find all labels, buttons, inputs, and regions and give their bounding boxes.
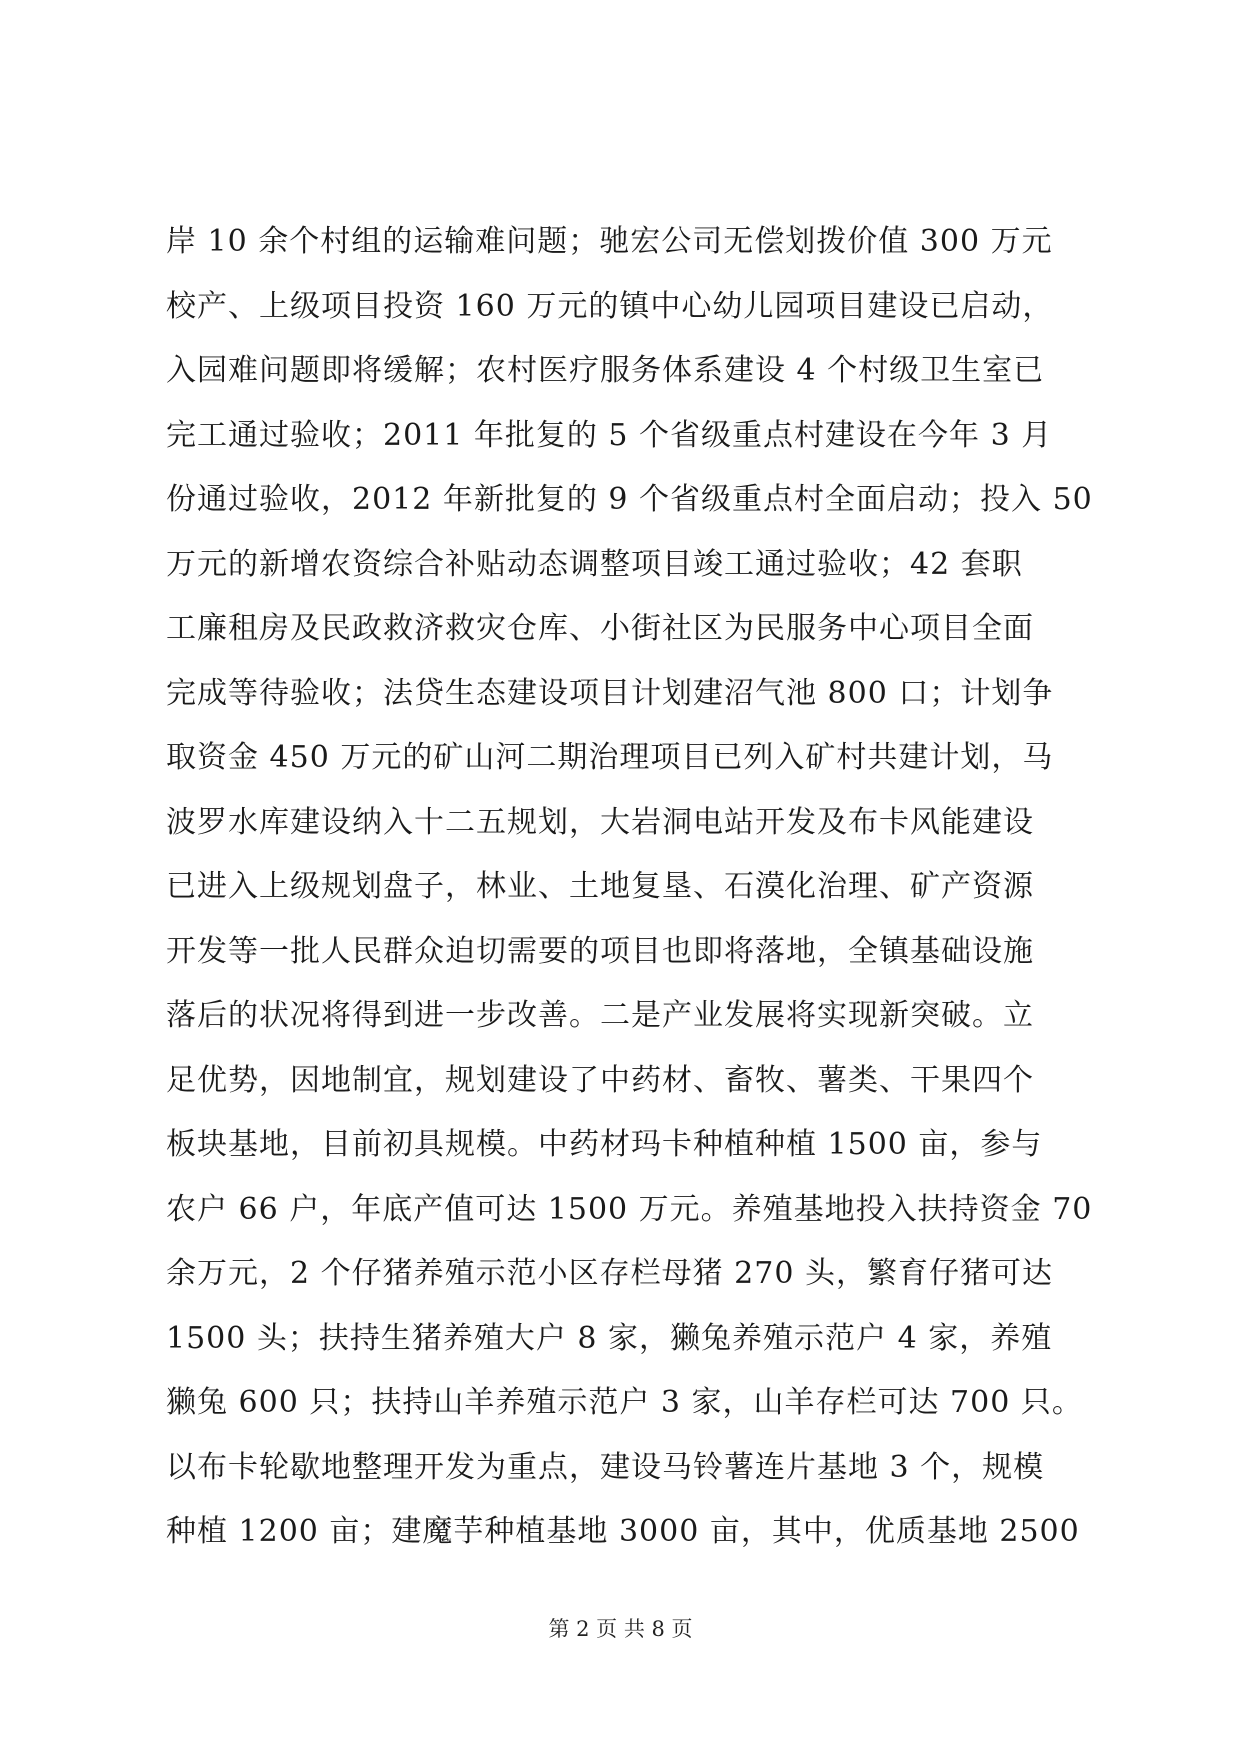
text-line: 万元的新增农资综合补贴动态调整项目竣工通过验收；42 套职 (166, 546, 1023, 582)
text-line: 落后的状况将得到进一步改善。二是产业发展将实现新突破。立 (166, 998, 1034, 1033)
text-line: 余万元，2 个仔猪养殖示范小区存栏母猪 270 头，繁育仔猪可达 (166, 1256, 1053, 1291)
text-line: 岸 10 余个村组的运输难问题；驰宏公司无偿划拨价值 300 万元 (166, 224, 1053, 259)
text-line: 足优势，因地制宜，规划建设了中药材、畜牧、薯类、干果四个 (166, 1062, 1034, 1098)
text-line: 完工通过验收；2011 年批复的 5 个省级重点村建设在今年 3 月 (166, 417, 1053, 453)
text-line: 种植 1200 亩；建魔芋种植基地 3000 亩，其中，优质基地 2500 (166, 1514, 1080, 1549)
text-line: 开发等一批人民群众迫切需要的项目也即将落地，全镇基础设施 (166, 933, 1034, 969)
text-line: 取资金 450 万元的矿山河二期治理项目已列入矿村共建计划，马 (166, 740, 1054, 775)
text-line: 波罗水库建设纳入十二五规划，大岩洞电站开发及布卡风能建设 (166, 804, 1034, 840)
text-line: 獭兔 600 只；扶持山羊养殖示范户 3 家，山羊存栏可达 700 只。 (166, 1385, 1083, 1420)
text-line: 以布卡轮歇地整理开发为重点，建设马铃薯连片基地 3 个，规模 (166, 1449, 1045, 1485)
text-line: 工廉租房及民政救济救灾仓库、小街社区为民服务中心项目全面 (166, 611, 1034, 646)
text-line: 1500 头；扶持生猪养殖大户 8 家，獭兔养殖示范户 4 家，养殖 (166, 1320, 1053, 1356)
page-number-footer: 第 2 页 共 8 页 (548, 1617, 693, 1641)
text-line: 校产、上级项目投资 160 万元的镇中心幼儿园项目建设已启动， (166, 288, 1054, 324)
text-line: 入园难问题即将缓解；农村医疗服务体系建设 4 个村级卫生室已 (166, 353, 1045, 388)
body-text (166, 210, 1093, 1565)
text-line: 农户 66 户，年底产值可达 1500 万元。养殖基地投入扶持资金 70 (166, 1191, 1093, 1227)
text-line: 板块基地，目前初具规模。中药材玛卡种植种植 1500 亩，参与 (166, 1127, 1043, 1162)
text-line: 完成等待验收；法贷生态建设项目计划建沼气池 800 口；计划争 (166, 675, 1054, 711)
text-line: 份通过验收，2012 年新批复的 9 个省级重点村全面启动；投入 50 (166, 482, 1093, 517)
text-line: 已进入上级规划盘子，林业、土地复垦、石漠化治理、矿产资源 (166, 869, 1034, 904)
